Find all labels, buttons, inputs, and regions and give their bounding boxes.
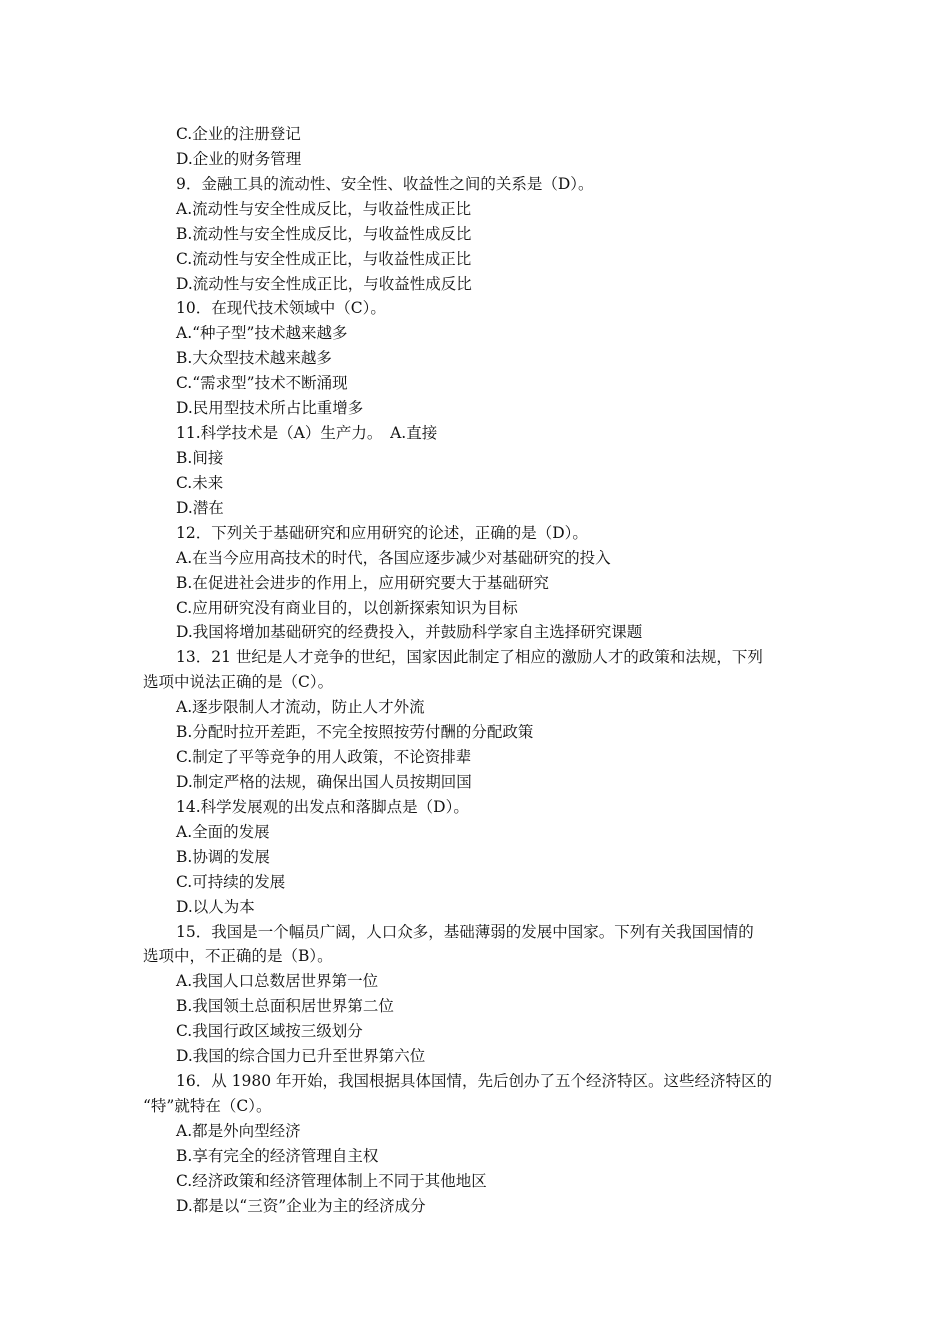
- paragraph-line: C.经济政策和经济管理体制上不同于其他地区: [176, 1171, 487, 1190]
- paragraph-line: 15．我国是一个幅员广阔，人口众多，基础薄弱的发展中国家。下列有关我国国情的: [176, 922, 754, 941]
- paragraph-line: D.以人为本: [176, 897, 255, 916]
- paragraph-line: 12．下列关于基础研究和应用研究的论述，正确的是（D）。: [176, 523, 588, 542]
- paragraph-line: B.大众型技术越来越多: [176, 349, 332, 368]
- paragraph-continuation-line: 选项中说法正确的是（C）。: [143, 673, 334, 692]
- paragraph-line: C.企业的注册登记: [176, 125, 301, 143]
- paragraph-line: 16．从 1980 年开始，我国根据具体国情，先后创办了五个经济特区。这些经济特区的: [176, 1072, 773, 1091]
- paragraph-line: D.潜在: [176, 498, 224, 517]
- paragraph-line: B.分配时拉开差距，不完全按照按劳付酬的分配政策: [176, 723, 534, 742]
- paragraph-continuation-line: “特”就特在（C）。: [143, 1096, 272, 1115]
- paragraph-line: C.可持续的发展: [176, 872, 286, 891]
- paragraph-line: B.协调的发展: [176, 847, 270, 866]
- paragraph-line: A.全面的发展: [176, 822, 270, 841]
- paragraph-line: C.制定了平等竞争的用人政策，不论资排辈: [176, 748, 472, 767]
- paragraph-line: D.流动性与安全性成正比，与收益性成反比: [176, 274, 472, 293]
- paragraph-line: A.逐步限制人才流动，防止人才外流: [176, 698, 425, 717]
- paragraph-line: C.我国行政区域按三级划分: [176, 1022, 363, 1041]
- paragraph-line: A.“种子型”技术越来越多: [176, 324, 348, 343]
- paragraph-line: D.制定严格的法规，确保出国人员按期回国: [176, 772, 472, 791]
- paragraph-line: C.流动性与安全性成正比，与收益性成正比: [176, 249, 472, 268]
- paragraph-line: 9．金融工具的流动性、安全性、收益性之间的关系是（D）。: [176, 174, 594, 193]
- paragraph-line: B.在促进社会进步的作用上，应用研究要大于基础研究: [176, 573, 549, 592]
- paragraph-line: D.都是以“三资”企业为主的经济成分: [176, 1196, 426, 1215]
- paragraph-line: A.都是外向型经济: [176, 1121, 301, 1140]
- paragraph-continuation-line: 选项中，不正确的是（B）。: [143, 947, 333, 966]
- paragraph-line: D.企业的财务管理: [176, 149, 302, 168]
- paragraph-line: 11.科学技术是（A）生产力。 A.直接: [176, 424, 438, 443]
- paragraph-line: B.间接: [176, 448, 224, 467]
- paragraph-line: A.在当今应用高技术的时代，各国应逐步减少对基础研究的投入: [176, 548, 611, 567]
- document-body: [143, 122, 808, 1219]
- paragraph-line: 13．21 世纪是人才竞争的世纪，国家因此制定了相应的激励人才的政策和法规，下列: [176, 648, 763, 667]
- paragraph-line: D.我国将增加基础研究的经费投入，并鼓励科学家自主选择研究课题: [176, 623, 643, 642]
- paragraph-line: 10．在现代技术领域中（C）。: [176, 299, 386, 318]
- paragraph-line: B.享有完全的经济管理自主权: [176, 1146, 379, 1165]
- paragraph-line: D.民用型技术所占比重增多: [176, 399, 364, 418]
- paragraph-line: C.应用研究没有商业目的，以创新探索知识为目标: [176, 598, 518, 617]
- paragraph-line: B.我国领土总面积居世界第二位: [176, 997, 394, 1016]
- paragraph-line: D.我国的综合国力已升至世界第六位: [176, 1047, 426, 1066]
- paragraph-line: A.流动性与安全性成反比，与收益性成正比: [176, 199, 472, 218]
- paragraph-line: C.“需求型”技术不断涌现: [176, 374, 348, 393]
- paragraph-line: 14.科学发展观的出发点和落脚点是（D）。: [176, 797, 469, 816]
- paragraph-line: B.流动性与安全性成反比，与收益性成反比: [176, 224, 472, 243]
- paragraph-line: A.我国人口总数居世界第一位: [176, 972, 379, 991]
- paragraph-line: C.未来: [176, 473, 224, 492]
